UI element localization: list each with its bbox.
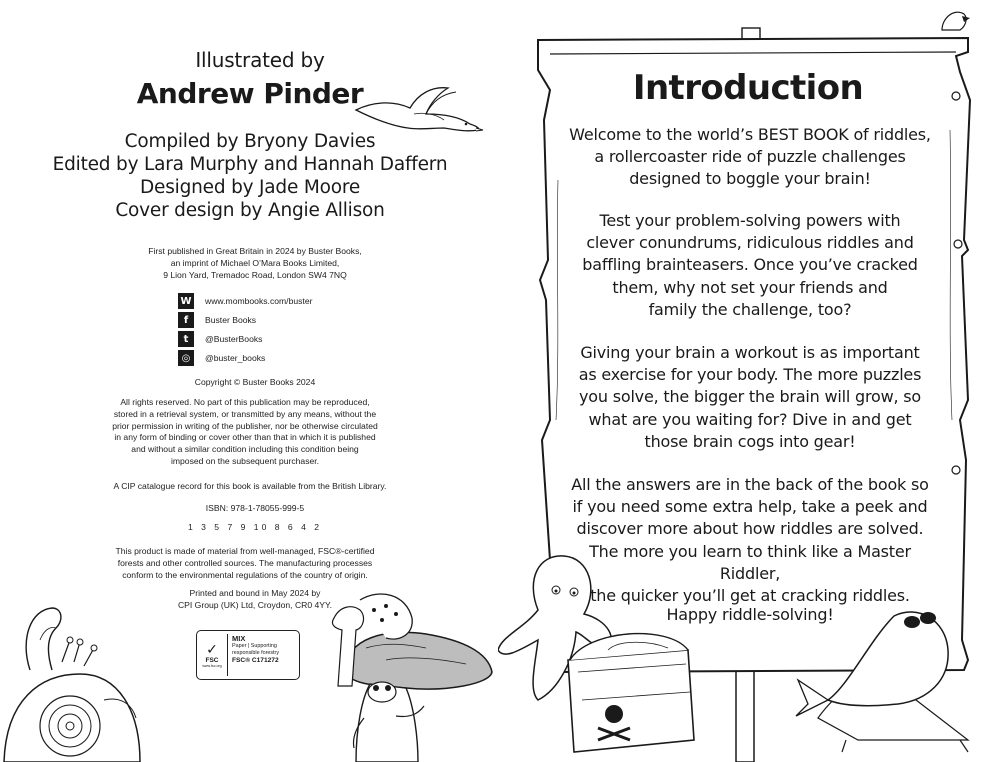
illustrated-by-label: Illustrated by — [195, 48, 325, 72]
intro-line: family the challenge, too? — [648, 299, 852, 319]
facebook-icon: f — [178, 312, 194, 328]
fsc-url: www.fsc.org — [202, 663, 222, 668]
fsc-text — [228, 634, 296, 676]
intro-line: Welcome to the world’s BEST BOOK of riddles, — [569, 125, 931, 144]
intro-line: Giving your brain a workout is as important — [580, 343, 920, 362]
intro-line: those brain cogs into gear! — [644, 431, 856, 451]
fsc-sub-line: Paper | Supporting — [232, 643, 277, 649]
intro-paragraph — [560, 474, 940, 607]
intro-paragraph — [560, 210, 940, 321]
fsc-logo-text: FSC — [205, 656, 219, 664]
intro-paragraph — [560, 124, 940, 191]
intro-line: clever conundrums, ridiculous riddles and — [586, 233, 914, 253]
rights-line: prior permission in writing of the publisher, nor be otherwise circulated — [112, 420, 378, 431]
twitter-icon: t — [178, 331, 194, 347]
cip-record: A CIP catalogue record for this book is available from the British Library. — [113, 481, 387, 491]
isbn: ISBN: 978-1-78055-999-5 — [205, 503, 305, 513]
rights-line: All rights reserved. No part of this publication may be reproduced, — [120, 397, 370, 407]
social-link-web[interactable] — [178, 292, 398, 311]
publication-line: First published in Great Britain in 2024 by Buster Books, — [148, 246, 362, 256]
credit-line: Edited by Lara Murphy and Hannah Daffern — [52, 154, 448, 175]
social-link-facebook[interactable] — [178, 311, 398, 330]
product-statement — [90, 546, 400, 581]
printed-line: Printed and bound in May 2024 by — [189, 588, 321, 598]
publication-line: 9 Lion Yard, Tremadoc Road, London SW4 7NQ — [163, 269, 347, 280]
credits-list — [40, 130, 460, 222]
intro-line: a rollercoaster ride of puzzle challenges — [594, 147, 906, 167]
rights-line: imposed on the subsequent purchaser. — [170, 455, 320, 466]
sign-off: Happy riddle-solving! — [666, 605, 834, 624]
publication-line: an imprint of Michael O’Mara Books Limited, — [170, 257, 340, 268]
fsc-sub-line: responsible forestry — [232, 649, 280, 656]
product-line: forests and other controlled sources. The manufacturing processes — [117, 557, 373, 568]
intro-line: designed to boggle your brain! — [629, 169, 871, 189]
intro-paragraph — [560, 342, 940, 453]
credit-line: Compiled by Bryony Davies — [124, 131, 376, 152]
fsc-logo — [200, 634, 228, 676]
credit-line: Cover design by Angie Allison — [115, 200, 385, 221]
social-link-text: Buster Books — [205, 315, 257, 326]
intro-page — [498, 0, 996, 762]
intro-line: them, why not set your friends and — [612, 277, 888, 297]
intro-line: All the answers are in the back of the book so — [571, 475, 929, 494]
rights-line: in any form of binding or cover other than that in which it is published — [114, 432, 376, 443]
intro-line: baffling brainteasers. Once you’ve cracked — [582, 255, 918, 275]
rights-statement — [90, 397, 400, 468]
social-link-text: @buster_books — [205, 353, 266, 364]
mushroom-illustration — [326, 588, 498, 762]
snail-illustration — [0, 600, 160, 762]
intro-line: if you need some extra help, take a peek and — [572, 497, 928, 517]
social-link-instagram[interactable] — [178, 349, 398, 368]
intro-line: The more you learn to think like a Master Riddler, — [589, 541, 911, 583]
tree-icon: ✓ — [206, 641, 218, 658]
intro-line: discover more about how riddles are solved. — [576, 519, 924, 539]
credit-line: Designed by Jade Moore — [139, 177, 361, 198]
social-links — [178, 292, 398, 368]
social-link-text: @BusterBooks — [205, 334, 263, 345]
social-link-text: www.mombooks.com/buster — [205, 296, 313, 307]
publication-info — [110, 246, 400, 281]
intro-line: the quicker you’ll get at cracking riddles. — [590, 586, 910, 606]
intro-line: as exercise for your body. The more puzzles — [578, 365, 922, 385]
print-line: 1 3 5 7 9 10 8 6 4 2 — [187, 522, 323, 532]
intro-line: you solve, the bigger the brain will grow, so — [579, 387, 921, 407]
page-title: Introduction — [632, 68, 864, 108]
product-line: This product is made of material from well-managed, FSC®-certified — [115, 546, 375, 556]
intro-line: Test your problem-solving powers with — [599, 211, 901, 230]
printed-line: CPI Group (UK) Ltd, Croydon, CR0 4YY. — [177, 599, 333, 610]
intro-line: what are you waiting for? Dive in and get — [588, 409, 912, 429]
social-link-twitter[interactable] — [178, 330, 398, 349]
fsc-badge — [196, 630, 300, 680]
web-icon: W — [178, 293, 194, 309]
product-line: conform to the environmental regulations of the country of origin. — [122, 569, 368, 580]
fsc-mix: MIX — [232, 634, 246, 643]
rights-line: and without a similar condition including this condition being — [131, 444, 359, 455]
copyright-line: Copyright © Buster Books 2024 — [194, 377, 316, 387]
rights-line: stored in a retrieval system, or transmitted by any means, without the — [113, 408, 377, 419]
instagram-icon: ◎ — [178, 350, 194, 366]
illustrator-name: Andrew Pinder — [136, 77, 364, 110]
fsc-code: FSC® C171272 — [232, 657, 279, 664]
